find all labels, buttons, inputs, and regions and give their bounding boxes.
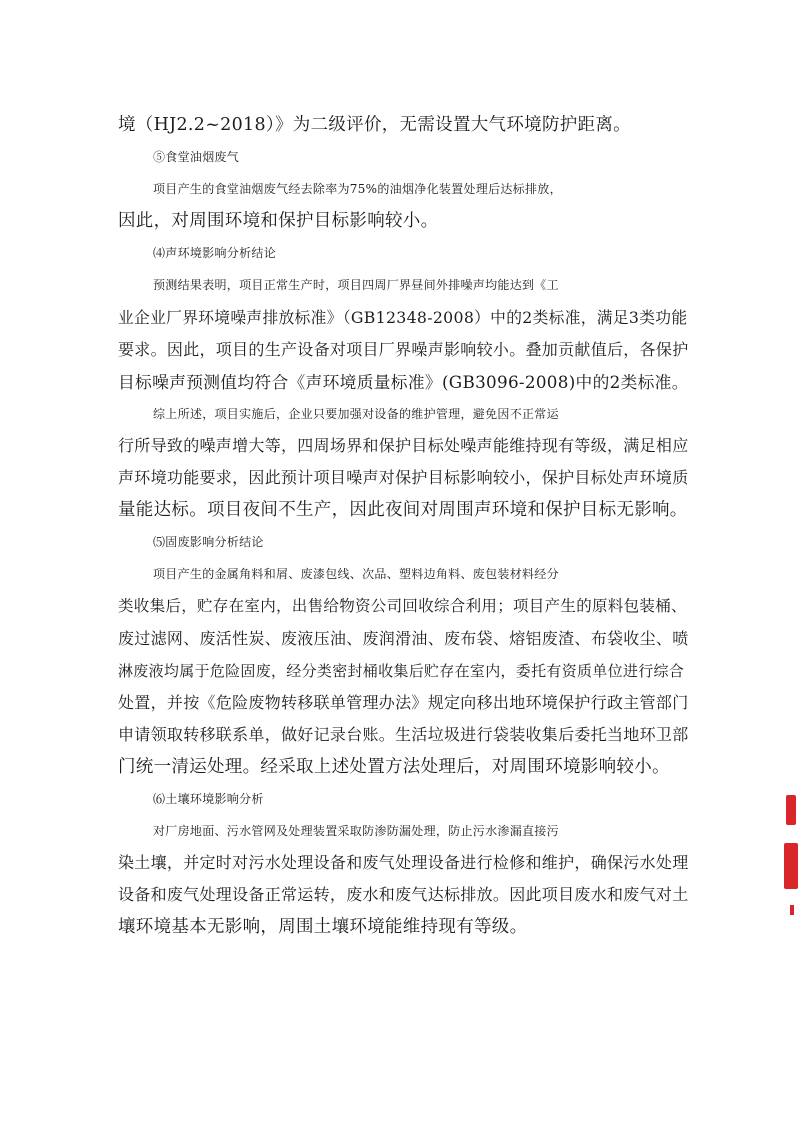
paragraph-line: 行所导致的噪声增大等，四周场界和保护目标处噪声能维持现有等级，满足相应 bbox=[118, 435, 689, 455]
paragraph-line: 对厂房地面、污水管网及处理装置采取防渗防漏处理，防止污水渗漏直接污 bbox=[153, 824, 559, 839]
paragraph-line: 染土壤，并定时对污水处理设备和废气处理设备进行检修和维护，确保污水处理 bbox=[118, 853, 689, 873]
paragraph-line: 设备和废气处理设备正常运转，废水和废气达标排放。因此项目废水和废气对土 bbox=[118, 885, 689, 905]
section-heading: ⑹土壤环境影响分析 bbox=[153, 791, 264, 806]
paragraph-line: 项目产生的食堂油烟废气经去除率为75%的油烟净化装置处理后达标排放， bbox=[153, 182, 562, 197]
paragraph-line: 目标噪声预测值均符合《声环境质量标准》(GB3096-2008)中的2类标准。 bbox=[118, 371, 689, 392]
section-heading: ⑤食堂油烟废气 bbox=[153, 150, 240, 165]
paragraph-line: 处置，并按《危险废物转移联单管理办法》规定向移出地环境保护行政主管部门 bbox=[118, 692, 689, 712]
paragraph-line: 声环境功能要求，因此预计项目噪声对保护目标影响较小，保护目标处声环境质 bbox=[118, 468, 689, 488]
paragraph-line: 淋废液均属于危险固废，经分类密封桶收集后贮存在室内，委托有资质单位进行综合 bbox=[118, 661, 685, 680]
paragraph-line: 要求。因此，项目的生产设备对项目厂界噪声影响较小。叠加贡献值后，各保护 bbox=[118, 339, 689, 359]
paragraph-line: 业企业厂界环境噪声排放标准》（GB12348-2008）中的2类标准，满足3类功能 bbox=[118, 307, 688, 327]
paragraph-line: 因此，对周围环境和保护目标影响较小。 bbox=[118, 211, 439, 232]
paragraph-line: 量能达标。项目夜间不生产，因此夜间对周围声环境和保护目标无影响。 bbox=[118, 500, 688, 521]
document-body bbox=[118, 109, 690, 943]
paragraph-line: 境（HJ2.2~2018）》为二级评价，无需设置大气环境防护距离。 bbox=[118, 115, 631, 135]
paragraph-line: 预测结果表明，项目正常生产时，项目四周厂界昼间外排噪声均能达到《工 bbox=[153, 278, 559, 293]
section-heading: ⑷声环境影响分析结论 bbox=[153, 246, 277, 261]
paragraph-line: 废过滤网、废活性炭、废液压油、废润滑油、废布袋、熔铝废渣、布袋收尘、喷 bbox=[118, 628, 689, 648]
paragraph-line: 门统一清运处理。经采取上述处置方法处理后，对周围环境影响较小。 bbox=[118, 756, 670, 777]
paragraph-line: 类收集后，贮存在室内，出售给物资公司回收综合利用；项目产生的原料包装桶、 bbox=[118, 597, 687, 616]
seal-stamp-fragment bbox=[780, 795, 800, 935]
paragraph-line: 项目产生的金属角料和屑、废漆包线、次品、塑料边角料、废包装材料经分 bbox=[153, 567, 559, 582]
paragraph-line: 申请领取转移联系单，做好记录台账。生活垃圾进行袋装收集后委托当地环卫部 bbox=[118, 724, 689, 744]
section-heading: ⑸固废影响分析结论 bbox=[153, 535, 264, 550]
paragraph-line: 综上所述，项目实施后，企业只要加强对设备的维护管理，避免因不正常运 bbox=[153, 406, 559, 421]
paragraph-line: 壤环境基本无影响，周围土壤环境能维持现有等级。 bbox=[118, 917, 528, 938]
